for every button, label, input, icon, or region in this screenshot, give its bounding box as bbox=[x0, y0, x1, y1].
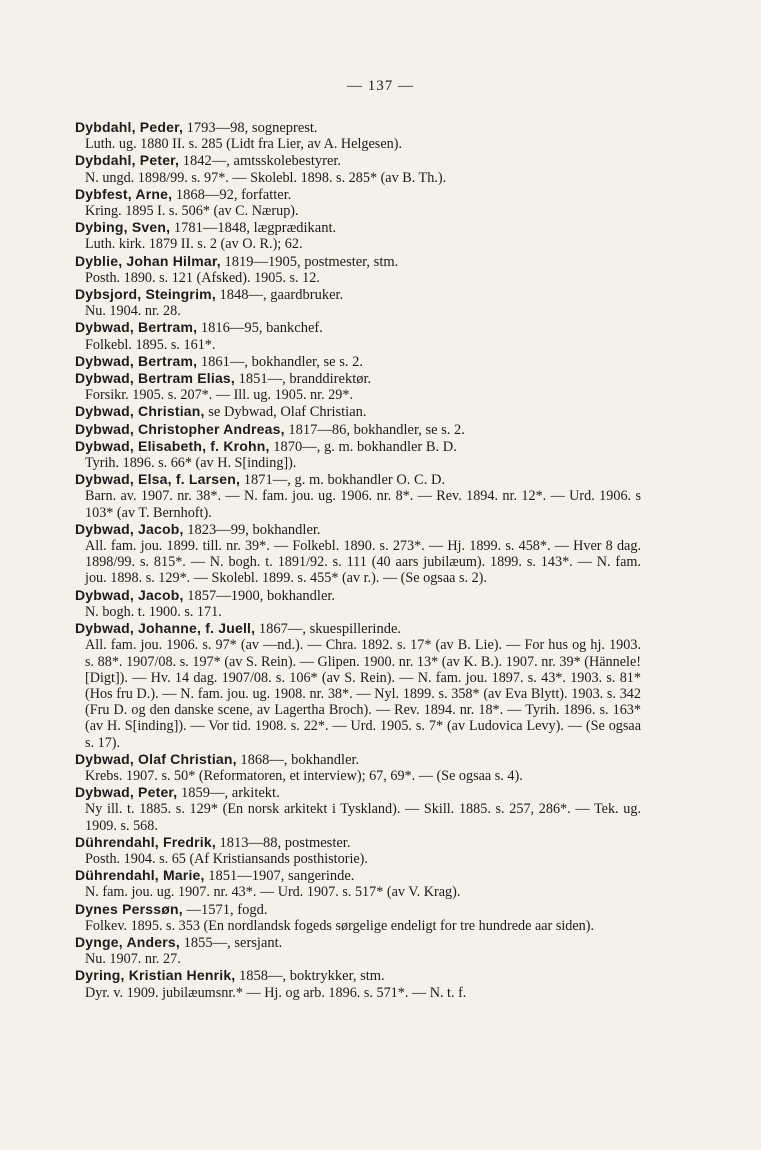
entry-heading bbox=[75, 286, 641, 303]
entry-name: Dynes Perssøn, bbox=[75, 900, 183, 917]
entry bbox=[75, 471, 641, 521]
entry bbox=[75, 253, 641, 286]
entry-description: 1861—, bokhandler, se s. 2. bbox=[197, 353, 363, 370]
entry-description: 1817—86, bokhandler, se s. 2. bbox=[284, 421, 465, 438]
entry-name: Dybdahl, Peter, bbox=[75, 152, 180, 169]
entry-description: 1816—95, bankchef. bbox=[197, 320, 323, 337]
entry-name: Dührendahl, Marie, bbox=[75, 867, 205, 884]
entry bbox=[75, 353, 641, 370]
entry-description: 1870—, g. m. bokhandler B. D. bbox=[269, 438, 457, 455]
entry-description: 1867—, skuespillerinde. bbox=[255, 621, 402, 638]
entry-heading bbox=[75, 253, 641, 270]
entry-name: Dybdahl, Peder, bbox=[75, 119, 184, 135]
entry-heading bbox=[75, 319, 641, 336]
entry-heading bbox=[75, 438, 641, 455]
entry-references: Posth. 1904. s. 65 (Af Kristiansands posthistorie). bbox=[85, 850, 368, 867]
entry-list bbox=[75, 119, 641, 1001]
entry-name: Dyring, Kristian Henrik, bbox=[75, 967, 236, 984]
entry-heading bbox=[75, 867, 641, 884]
entry-name: Dybwad, Peter, bbox=[75, 784, 178, 801]
entry bbox=[75, 934, 641, 967]
entry-name: Dybwad, Elisabeth, f. Krohn, bbox=[75, 437, 270, 454]
entry-references: Forsikr. 1905. s. 207*. — Ill. ug. 1905. nr. 29*. bbox=[85, 387, 353, 404]
entry-heading bbox=[75, 119, 641, 136]
entry-references: All. fam. jou. 1899. till. nr. 39*. — Folkebl. 1890. s. 273*. — Hj. 1899. s. 458*. — Hver 8 dag. 1898/99. s. 815*. — N. bogh. t. 1891/92. s. 111 (40 aars jubilæum). 1899. s. 143*. — N. fam. jou. 1898. s. 129*. — Skolebl. 1899. s. 455* (av r.). — (Se ogsaa s. 2). bbox=[85, 538, 641, 587]
entry-references: N. bogh. t. 1900. s. 171. bbox=[85, 603, 222, 620]
entry-references: Nu. 1904. nr. 28. bbox=[85, 303, 181, 320]
entry-references: Nu. 1907. nr. 27. bbox=[85, 951, 181, 968]
entry-heading bbox=[75, 901, 641, 918]
entry-references: All. fam. jou. 1906. s. 97* (av —nd.). — Chra. 1892. s. 17* (av B. Lie). — For hus og hj. 1903. s. 88*. 1907/08. s. 197* (av S. Rein). — Glipen. 1900. nr. 13* (av K. B.). 1907. nr. 39* (Hännele! [Digt]). — Hv. 14 dag. 1907/08. s. 106* (av S. Rein). — N. fam. jou. 1897. s. 43*. 1903. s. 81* (Hos fru D.). — N. fam. jou. ug. 1908. nr. 38*. — Nyl. 1899. s. 358* (av Eva Blytt). 1903. s. 342 (Fru D. og den danske scene, av Lagertha Broch). — Rev. 1894. nr. 18*. — Tyrih. 1896. s. 163* (av H. S[inding]). — Vor tid. 1908. s. 22*. — Urd. 1905. s. 7* (av Ludovica Levy). — (Se ogsaa s. 17). bbox=[85, 637, 641, 751]
entry-heading bbox=[75, 967, 641, 984]
entry-references: Folkev. 1895. s. 353 (En nordlandsk fogeds sørgelige endeligt for tre hundrede aar siden). bbox=[85, 917, 595, 934]
entry bbox=[75, 620, 641, 751]
entry-references: Barn. av. 1907. nr. 38*. — N. fam. jou. ug. 1906. nr. 8*. — Rev. 1894. nr. 12*. — Urd. 1906. s 103* (av T. Bernhoft). bbox=[85, 488, 641, 521]
entry-heading bbox=[75, 353, 641, 370]
entry-description: 1793—98, sogneprest. bbox=[183, 120, 318, 136]
entry-heading bbox=[75, 620, 641, 637]
entry-name: Dybing, Sven, bbox=[75, 219, 171, 236]
entry-description: 1823—99, bokhandler. bbox=[183, 521, 321, 538]
entry-description: 1781—1848, lægprædikant. bbox=[170, 220, 337, 237]
entry bbox=[75, 286, 641, 319]
entry bbox=[75, 403, 641, 420]
entry bbox=[75, 370, 641, 403]
entry-heading bbox=[75, 219, 641, 236]
entry-heading bbox=[75, 471, 641, 488]
entry-name: Dybsjord, Steingrim, bbox=[75, 286, 216, 303]
entry-description: 1819—1905, postmester, stm. bbox=[220, 253, 399, 270]
entry-description: 1855—, sersjant. bbox=[179, 934, 283, 951]
entry-name: Dybwad, Bertram, bbox=[75, 352, 198, 369]
entry bbox=[75, 834, 641, 867]
entry bbox=[75, 119, 641, 152]
entry-description: 1848—, gaardbruker. bbox=[215, 287, 344, 304]
entry-references: N. ungd. 1898/99. s. 97*. — Skolebl. 1898. s. 285* (av B. Th.). bbox=[85, 169, 447, 186]
entry-heading bbox=[75, 834, 641, 851]
entry-heading bbox=[75, 784, 641, 801]
entry-references: Dyr. v. 1909. jubilæumsnr.* — Hj. og arb. 1896. s. 571*. — N. t. f. bbox=[85, 984, 467, 1001]
entry-description: 1858—, boktrykker, stm. bbox=[235, 968, 385, 985]
entry-description: 1868—, bokhandler. bbox=[236, 751, 360, 768]
entry-name: Dybfest, Arne, bbox=[75, 185, 173, 202]
page-number: — 137 — bbox=[347, 78, 414, 94]
entry-name: Dybwad, Johanne, f. Juell, bbox=[75, 620, 256, 637]
entry-references: Ny ill. t. 1885. s. 129* (En norsk arkitekt i Tyskland). — Skill. 1885. s. 257, 286*. — Tek. ug. 1909. s. 568. bbox=[85, 801, 641, 834]
entry-references: Luth. ug. 1880 II. s. 285 (Lidt fra Lier, av A. Helgesen). bbox=[85, 136, 402, 153]
entry-references: Folkebl. 1895. s. 161*. bbox=[85, 336, 216, 353]
entry bbox=[75, 784, 641, 834]
entry-name: Dybwad, Bertram, bbox=[75, 319, 198, 336]
entry bbox=[75, 186, 641, 219]
entry bbox=[75, 751, 641, 784]
entry-name: Dybwad, Olaf Christian, bbox=[75, 750, 237, 767]
entry-references: Luth. kirk. 1879 II. s. 2 (av O. R.); 62. bbox=[85, 236, 303, 253]
entry bbox=[75, 521, 641, 587]
entry-references: Kring. 1895 I. s. 506* (av C. Nærup). bbox=[85, 203, 299, 220]
entry-name: Dührendahl, Fredrik, bbox=[75, 833, 216, 850]
entry-description: 1859—, arkitekt. bbox=[177, 785, 280, 802]
entry-heading bbox=[75, 587, 641, 604]
entry-references: Krebs. 1907. s. 50* (Reformatoren, et interview); 67, 69*. — (Se ogsaa s. 4). bbox=[85, 767, 523, 784]
entry-heading bbox=[75, 152, 641, 169]
entry-name: Dybwad, Jacob, bbox=[75, 586, 184, 603]
entry bbox=[75, 438, 641, 471]
entry bbox=[75, 219, 641, 252]
entry-name: Dybwad, Elsa, f. Larsen, bbox=[75, 471, 241, 488]
entry-description: —1571, fogd. bbox=[182, 901, 268, 918]
entry-name: Dybwad, Christopher Andreas, bbox=[75, 420, 285, 437]
entry-references: Posth. 1890. s. 121 (Afsked). 1905. s. 12. bbox=[85, 269, 320, 286]
entry bbox=[75, 319, 641, 352]
entry-heading bbox=[75, 186, 641, 203]
entry-description: 1857—1900, bokhandler. bbox=[183, 587, 336, 604]
entry bbox=[75, 587, 641, 620]
entry-heading bbox=[75, 934, 641, 951]
entry-name: Dyblie, Johan Hilmar, bbox=[75, 252, 221, 269]
entry-name: Dybwad, Jacob, bbox=[75, 520, 184, 537]
entry bbox=[75, 867, 641, 900]
entry-references: Tyrih. 1896. s. 66* (av H. S[inding]). bbox=[85, 455, 297, 472]
entry-description: 1868—92, forfatter. bbox=[172, 186, 292, 203]
entry-name: Dybwad, Bertram Elias, bbox=[75, 370, 236, 387]
entry-description: 1851—1907, sangerinde. bbox=[204, 868, 355, 885]
entry-description: 1871—, g. m. bokhandler O. C. D. bbox=[240, 472, 446, 489]
entry-description: se Dybwad, Olaf Christian. bbox=[204, 404, 367, 421]
entry-heading bbox=[75, 421, 641, 438]
entry-heading bbox=[75, 370, 641, 387]
entry bbox=[75, 967, 641, 1000]
entry-heading bbox=[75, 521, 641, 538]
entry bbox=[75, 152, 641, 185]
entry-name: Dynge, Anders, bbox=[75, 933, 180, 950]
entry-heading bbox=[75, 751, 641, 768]
entry bbox=[75, 901, 641, 934]
entry-description: 1842—, amtsskolebestyrer. bbox=[179, 153, 342, 170]
entry-description: 1813—88, postmester. bbox=[215, 834, 351, 851]
entry-references: N. fam. jou. ug. 1907. nr. 43*. — Urd. 1907. s. 517* (av V. Krag). bbox=[85, 884, 461, 901]
entry-name: Dybwad, Christian, bbox=[75, 403, 205, 420]
entry bbox=[75, 421, 641, 438]
entry-description: 1851—, branddirektør. bbox=[235, 371, 372, 388]
entry-heading bbox=[75, 403, 641, 420]
